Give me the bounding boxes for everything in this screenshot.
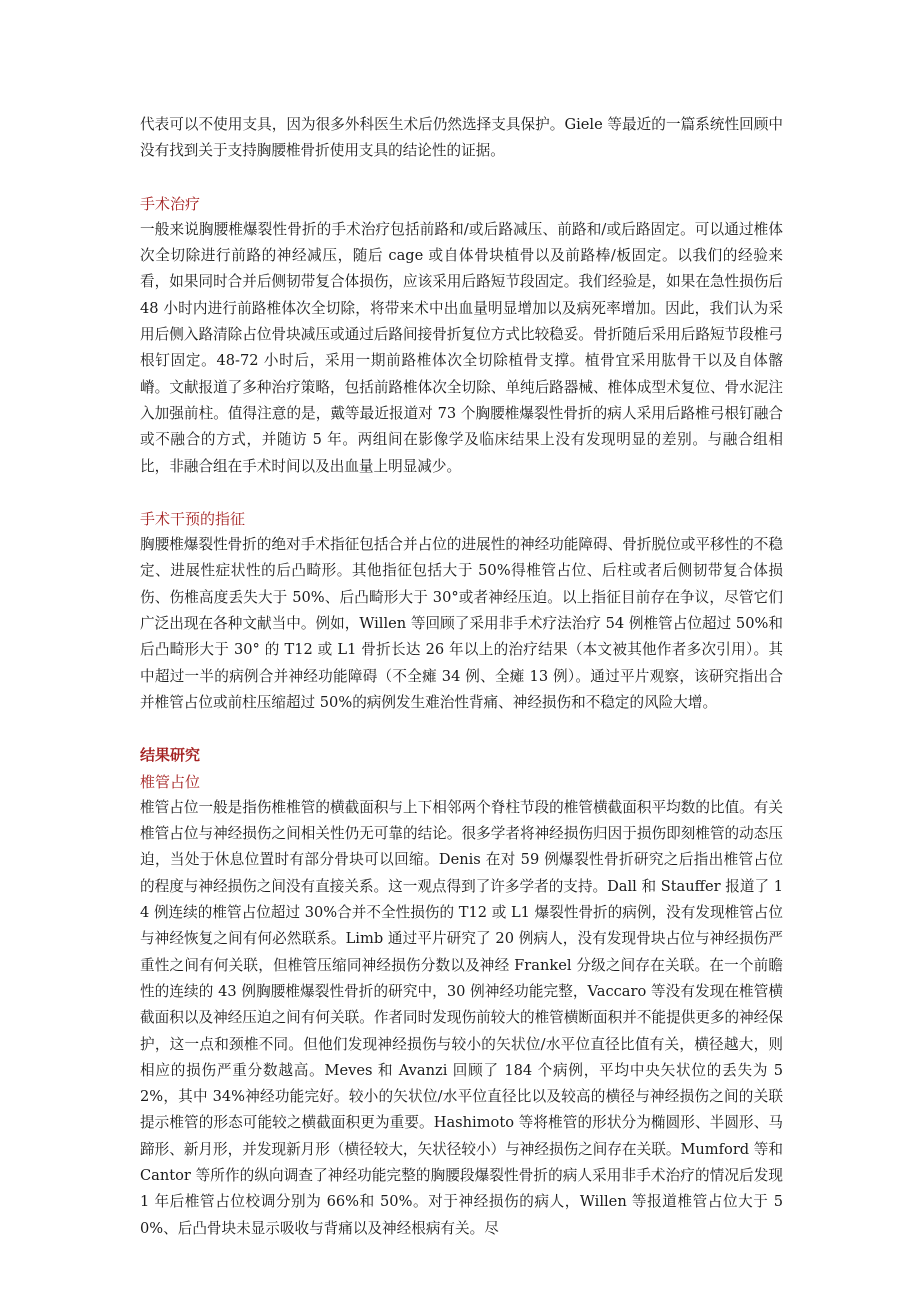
section-heading-results: 结果研究 — [140, 746, 201, 765]
paragraph-gap — [140, 165, 783, 191]
surgical-treatment-paragraph: 一般来说胸腰椎爆裂性骨折的手术治疗包括前路和/或后路减压、前路和/或后路固定。可以通过椎体次全切除进行前路的神经减压，随后 cage 或自体骨块植骨以及前路棒/板固定。以我们的经验来看，如果同时合并后侧韧带复合体损伤，应该采用后路短节段固定。我们经验是，如果在急性损伤后 48 小时内进行前路椎体次全切除，将带来术中出血量明显增加以及病死率增加。因此，我们认为采用后侧入路清除占位骨块减压或通过后路间接骨折复位方式比较稳妥。骨折随后采用后路短节段椎弓根钉固定。48-72 小时后，采用一期前路椎体次全切除植骨支撑。植骨宜采用肱骨干以及自体髂嵴。文献报道了多种治疗策略，包括前路椎体次全切除、单纯后路器械、椎体成型术复位、骨水泥注入加强前柱。值得注意的是，戴等最近报道对 73 个胸腰椎爆裂性骨折的病人采用后路椎弓根钉融合或不融合的方式，并随访 5 年。两组间在影像学及临床结果上没有发现明显的差别。与融合组相比，非融合组在手术时间以及出血量上明显减少。 — [140, 220, 783, 475]
surgical-indications-paragraph: 胸腰椎爆裂性骨折的绝对手术指征包括合并占位的进展性的神经功能障碍、骨折脱位或平移性的不稳定、进展性症状性的后凸畸形。其他指征包括大于 50%得椎管占位、后柱或者后侧韧带复合体损伤、伤椎高度丢失大于 50%、后凸畸形大于 30°或者神经压迫。以上指征目前存在争议，尽管它们广泛出现在各种文献当中。例如，Willen 等回顾了采用非手术疗法治疗 54 例椎管占位超过 50%和后凸畸形大于 30° 的 T12 或 L1 骨折长达 26 年以上的治疗结果（本文被其他作者多次引用）。其中超过一半的病例合并神经功能障碍（不全瘫 34 例、全瘫 13 例）。通过平片观察，该研究指出合并椎管占位或前柱压缩超过 50%的病例发生难治性背痛、神经损伤和不稳定的风险大增。 — [140, 536, 783, 711]
paragraph-gap — [140, 716, 783, 742]
subsection-heading-canal-occupation: 椎管占位 — [140, 772, 201, 791]
section-heading-surgical-treatment: 手术治疗 — [140, 194, 201, 213]
section-heading-surgical-indications: 手术干预的指征 — [140, 509, 246, 528]
document-page — [140, 112, 783, 1242]
canal-occupation-paragraph: 椎管占位一般是指伤椎椎管的横截面积与上下相邻两个脊柱节段的椎管横截面积平均数的比值。有关椎管占位与神经损伤之间相关性仍无可靠的结论。很多学者将神经损伤归因于损伤即刻椎管的动态压迫，当处于休息位置时有部分骨块可以回缩。Denis 在对 59 例爆裂性骨折研究之后指出椎管占位的程度与神经损伤之间没有直接关系。这一观点得到了许多学者的支持。Dall 和 Stauffer 报道了 14 例连续的椎管占位超过 30%合并不全性损伤的 T12 或 L1 爆裂性骨折的病例，没有发现椎管占位与神经恢复之间有何必然联系。Limb 通过平片研究了 20 例病人，没有发现骨块占位与神经损伤严重性之间有何关联，但椎管压缩同神经损伤分数以及神经 Frankel 分级之间存在关联。在一个前瞻性的连续的 43 例胸腰椎爆裂性骨折的研究中，30 例神经功能完整，Vaccaro 等没有发现在椎管横截面积以及神经压迫之间有何关联。作者同时发现伤前较大的椎管横断面积并不能提供更多的神经保护，这一点和颈椎不同。但他们发现神经损伤与较小的矢状位/水平位直径比值有关，横径越大，则相应的损伤严重分数越高。Meves 和 Avanzi 回顾了 184 个病例，平均中央矢状位的丢失为 52%，其中 34%神经功能完好。较小的矢状位/水平位直径比以及较高的横径与神经损伤之间的关联提示椎管的形态可能较之横截面积更为重要。Hashimoto 等将椎管的形状分为椭圆形、半圆形、马蹄形、新月形，并发现新月形（横径较大，矢状径较小）与神经损伤之间存在关联。Mumford 等和 Cantor 等所作的纵向调查了神经功能完整的胸腰段爆裂性骨折的病人采用非手术治疗的情况后发现 1 年后椎管占位校调分别为 66%和 50%。对于神经损伤的病人，Willen 等报道椎管占位大于 50%、后凸骨块未显示吸收与背痛以及神经根病有关。尽 — [140, 798, 783, 1237]
intro-paragraph: 代表可以不使用支具，因为很多外科医生术后仍然选择支具保护。Giele 等最近的一篇系统性回顾中没有找到关于支持胸腰椎骨折使用支具的结论性的证据。 — [140, 116, 783, 160]
paragraph-gap — [140, 480, 783, 506]
